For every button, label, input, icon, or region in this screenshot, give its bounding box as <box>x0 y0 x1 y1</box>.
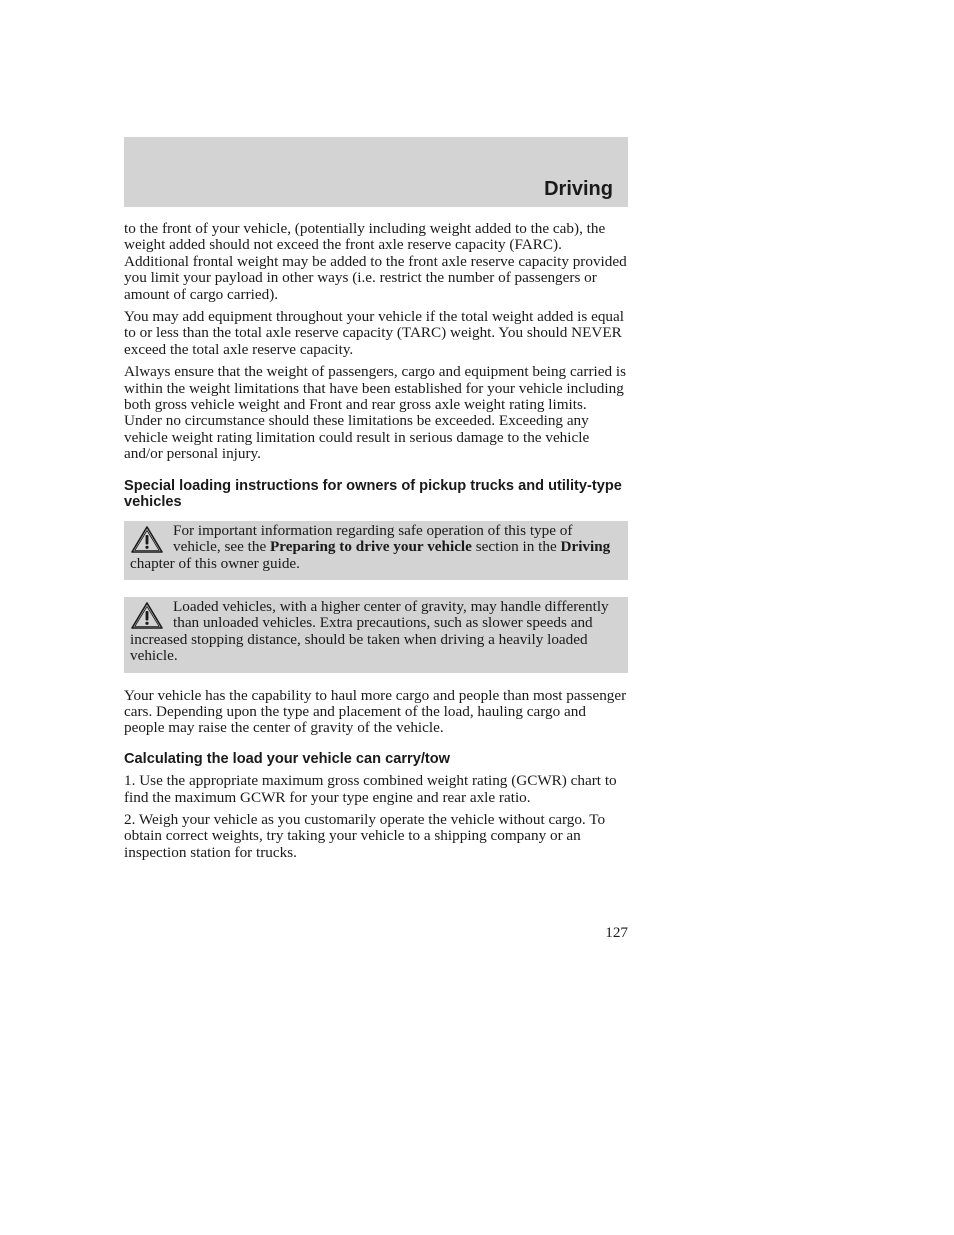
warning-text-loaded: Loaded vehicles, with a higher center of gravity, may handle differently than unloaded vehicles. Extra precautions, such as slower speeds and increased stopping distance, should be taken when driving a heavily loaded vehicle. <box>130 597 609 665</box>
warning-text-part1: For important information regarding safe operation of this type of vehicle, see the <box>173 521 573 556</box>
paragraph-add-equipment: You may add equipment throughout your vehicle if the total weight added is equal to or less than the total axle reserve capacity (TARC) weight. You should NEVER exceed the total axle reserve capacity. <box>124 308 624 358</box>
warning-bold-driving: Driving <box>560 538 611 556</box>
page-content <box>124 221 628 867</box>
chapter-header-band <box>124 137 628 207</box>
subheading-calculating-load: Calculating the load your vehicle can carry/tow <box>124 750 451 767</box>
warning-text-part2: section in the <box>471 538 561 556</box>
paragraph-haul-capability: Your vehicle has the capability to haul more cargo and people than most passenger cars. Depending upon the type and placement of the load, hauling cargo and people may raise the center of gravity of the vehicle. <box>124 686 627 737</box>
warning-box-safe-operation <box>124 521 628 580</box>
section-heading-special-loading: Special loading instructions for owners of pickup trucks and utility-type vehicles <box>124 477 622 511</box>
warning-bold-preparing: Preparing to drive your vehicle <box>269 538 472 556</box>
paragraph-front-axle: to the front of your vehicle, (potentially including weight added to the cab), the weight added should not exceed the front axle reserve capacity (FARC). Additional frontal weight may be added to the front axle reserve capacity provided you limit your payload in other ways (i.e. restrict the number of passengers or amount of cargo carried). <box>124 220 627 303</box>
warning-triangle-icon <box>130 601 164 631</box>
step-1: 1. Use the appropriate maximum gross combined weight rating (GCWR) chart to find the maximum GCWR for your type engine and rear axle ratio. <box>124 772 617 806</box>
page-number: 127 <box>605 924 628 941</box>
warning-box-loaded-vehicles <box>124 597 628 673</box>
step-2: 2. Weigh your vehicle as you customarily operate the vehicle without cargo. To obtain correct weights, try taking your vehicle to a shipping company or an inspection station for trucks. <box>124 811 606 861</box>
paragraph-weight-limits: Always ensure that the weight of passengers, cargo and equipment being carried is within the weight limitations that have been established for your vehicle including both gross vehicle weight and Front and rear gross axle weight rating limits. Under no circumstance should these limitations be exceeded. Exceeding any vehicle weight rating limitation could result in serious damage to the vehicle and/or personal injury. <box>124 363 627 463</box>
warning-text-part3: chapter of this owner guide. <box>130 554 300 572</box>
warning-triangle-icon <box>130 525 164 555</box>
chapter-title: Driving <box>544 178 613 200</box>
